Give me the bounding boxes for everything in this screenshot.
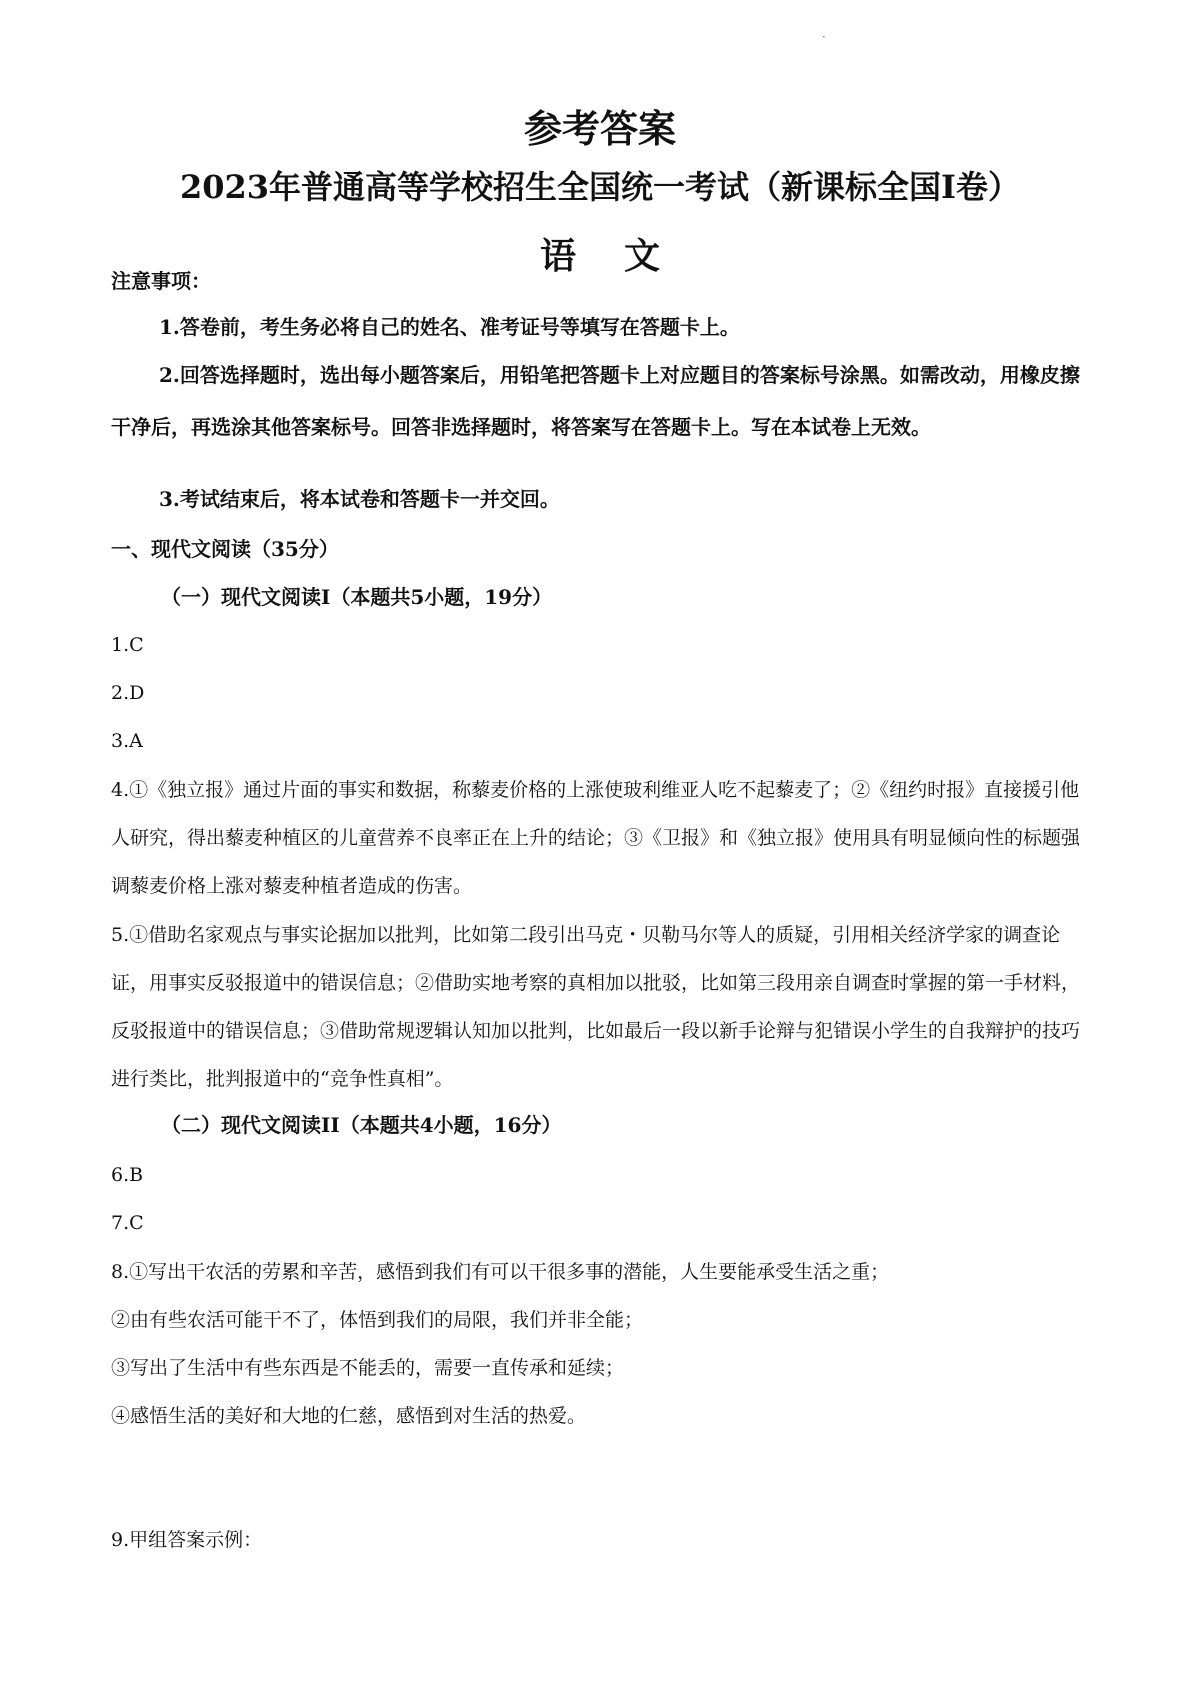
part1-heading: （一）现代文阅读Ⅰ（本题共5小题，19分）	[161, 585, 553, 609]
notice-heading: 注意事项：	[111, 269, 211, 293]
answer-4: 4.①《独立报》通过片面的事实和数据，称藜麦价格的上涨使玻利维亚人吃不起藜麦了；②《纽约时报》直接援引他人研究，得出藜麦种植区的儿童营养不良率正在上升的结论；③《卫报》和《独立报》使用具有明显倾向性的标题强调藜麦价格上涨对藜麦种植者造成的伤害。	[111, 779, 1081, 897]
answer-8-line-1: 8.①写出干农活的劳累和辛苦，感悟到我们有可以干很多事的潜能，人生要能承受生活之重；	[111, 1261, 890, 1283]
answer-3: 3.A	[111, 730, 143, 752]
answer-9: 9.甲组答案示例：	[111, 1529, 263, 1551]
part2-heading: （二）现代文阅读II（本题共4小题，16分）	[161, 1113, 562, 1137]
notice-item-2: 2.回答选择题时，选出每小题答案后，用铅笔把答题卡上对应题目的答案标号涂黑。如需改动，用橡皮擦干净后，再选涂其他答案标号。回答非选择题时，将答案写在答题卡上。写在本试卷上无效。	[111, 363, 1080, 439]
answer-6: 6.B	[111, 1164, 144, 1186]
notice-item-1: 1.答卷前，考生务必将自己的姓名、准考证号等填写在答题卡上。	[159, 315, 740, 339]
answer-1: 1.C	[111, 634, 144, 656]
subject-title: 语文	[539, 235, 708, 277]
answer-2: 2.D	[111, 682, 145, 704]
page-title: 参考答案	[523, 106, 676, 151]
answer-7: 7.C	[111, 1212, 144, 1234]
answer-8-line-3: ③写出了生活中有些东西是不能丢的，需要一直传承和延续；	[111, 1357, 625, 1379]
section-heading: 一、现代文阅读（35分）	[111, 537, 339, 561]
answer-8-line-4: ④感悟生活的美好和大地的仁慈，感悟到对生活的热爱。	[111, 1405, 587, 1427]
answer-8-line-2: ②由有些农活可能干不了，体悟到我们的局限，我们并非全能；	[111, 1309, 644, 1331]
answer-5: 5.①借助名家观点与事实论据加以批判，比如第二段引出马克・贝勒马尔等人的质疑，引用相关经济学家的调查论证，用事实反驳报道中的错误信息；②借助实地考察的真相加以批驳，比如第三段用亲自调查时掌握的第一手材料，反驳报道中的错误信息；③借助常规逻辑认知加以批判，比如最后一段以新手论辩与犯错误小学生的自我辩护的技巧进行类比，批判报道中的“竞争性真相”。	[111, 924, 1081, 1090]
scan-mark: ·	[822, 30, 826, 44]
notice-item-3: 3.考试结束后，将本试卷和答题卡一并交回。	[159, 487, 560, 511]
exam-title: 2023年普通高等学校招生全国统一考试（新课标全国Ⅰ卷）	[179, 168, 1021, 206]
